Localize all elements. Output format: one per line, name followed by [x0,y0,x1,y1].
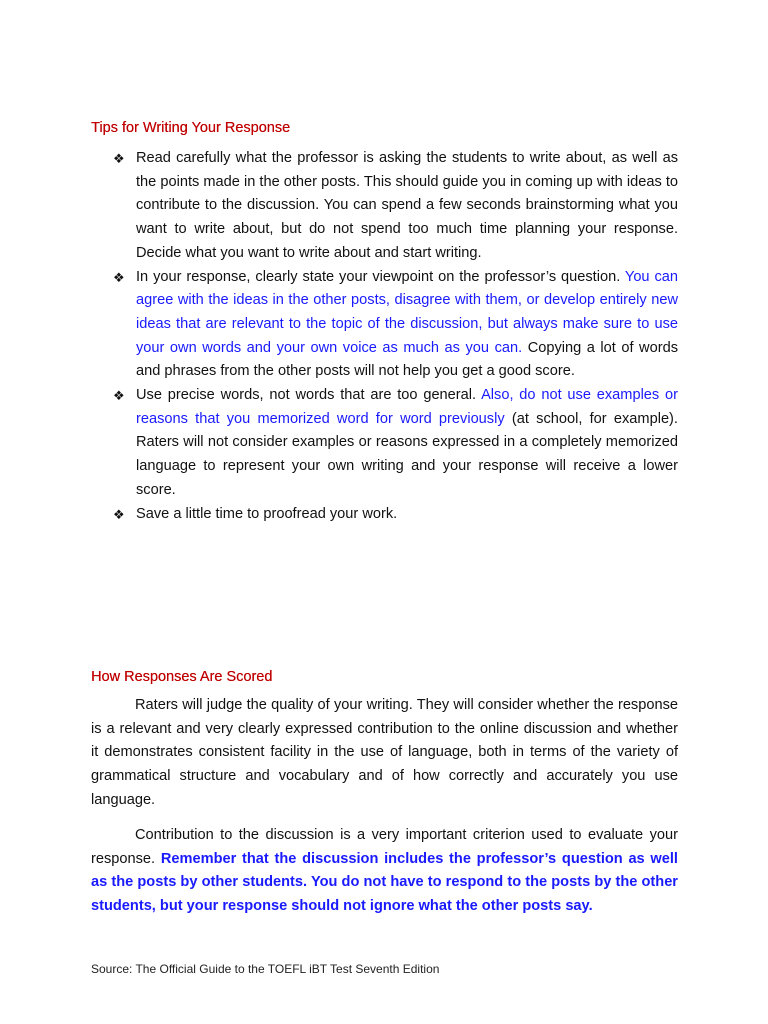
tips-list [113,147,678,526]
tips-heading: Tips for Writing Your Response [91,120,291,136]
tip-item-precise-words [113,384,678,503]
diamond-bullet-icon: ❖ [113,269,125,285]
tip-text-part: In your response, clearly state your viewpoint on the professor’s question. [136,268,625,285]
tip-item-state-viewpoint [113,266,678,385]
tip-text-part: Use precise words, not words that are too general. [136,387,482,404]
tip-highlight-text: You can agree with the ideas in the other posts, disagree with them, or develop entirely new ideas that are relevant to the topic of the discussion, but always make sure to use your own words and your own voice as much as you can. [136,268,678,356]
tip-text-part: Copying a lot of words and phrases from the other posts will not help you get a good score. [136,339,678,380]
source-citation: Source: The Official Guide to the TOEFL iBT Test Seventh Edition [91,962,440,976]
diamond-bullet-icon: ❖ [113,388,125,404]
tip-item-proofread [113,503,678,527]
tip-text: Save a little time to proofread your work. [136,505,398,522]
diamond-bullet-icon: ❖ [113,506,125,522]
tip-highlight-text: Also, do not use examples or reasons that you memorized word for word previously [136,387,678,427]
scoring-heading: How Responses Are Scored [91,669,273,685]
tip-item-read-carefully [113,147,678,266]
diamond-bullet-icon: ❖ [113,151,125,166]
scoring-paragraph-2 [91,824,678,919]
paragraph-emphasis-text: Remember that the discussion includes the professor’s question as well as the posts by other students. You do not have to respond to the posts by the other students, but your response should not ignore what the other posts say. [91,850,678,915]
paragraph-plain-text: Contribution to the discussion is a very important criterion used to evaluate your response. [91,827,678,867]
tip-text-part: (at school, for example). Raters will not consider examples or reasons expressed in a completely memorized language to represent your own writing and your response will receive a lower score. [136,410,678,498]
tip-text: Read carefully what the professor is asking the students to write about, as well as the points made in the other posts. This should guide you in coming up with ideas to contribute to the discussion. You can spend a few seconds brainstorming what you want to write about, but do not spend too much time planning your response. Decide what you want to write about and start writing. [136,150,678,261]
scoring-paragraph-1: Raters will judge the quality of your writing. They will consider whether the response is a relevant and very clearly expressed contribution to the online discussion and whether it demonstrates consistent facility in the use of language, both in terms of the variety of grammatical structure and vocabulary and of how correctly and accurately you use language. [91,697,678,808]
